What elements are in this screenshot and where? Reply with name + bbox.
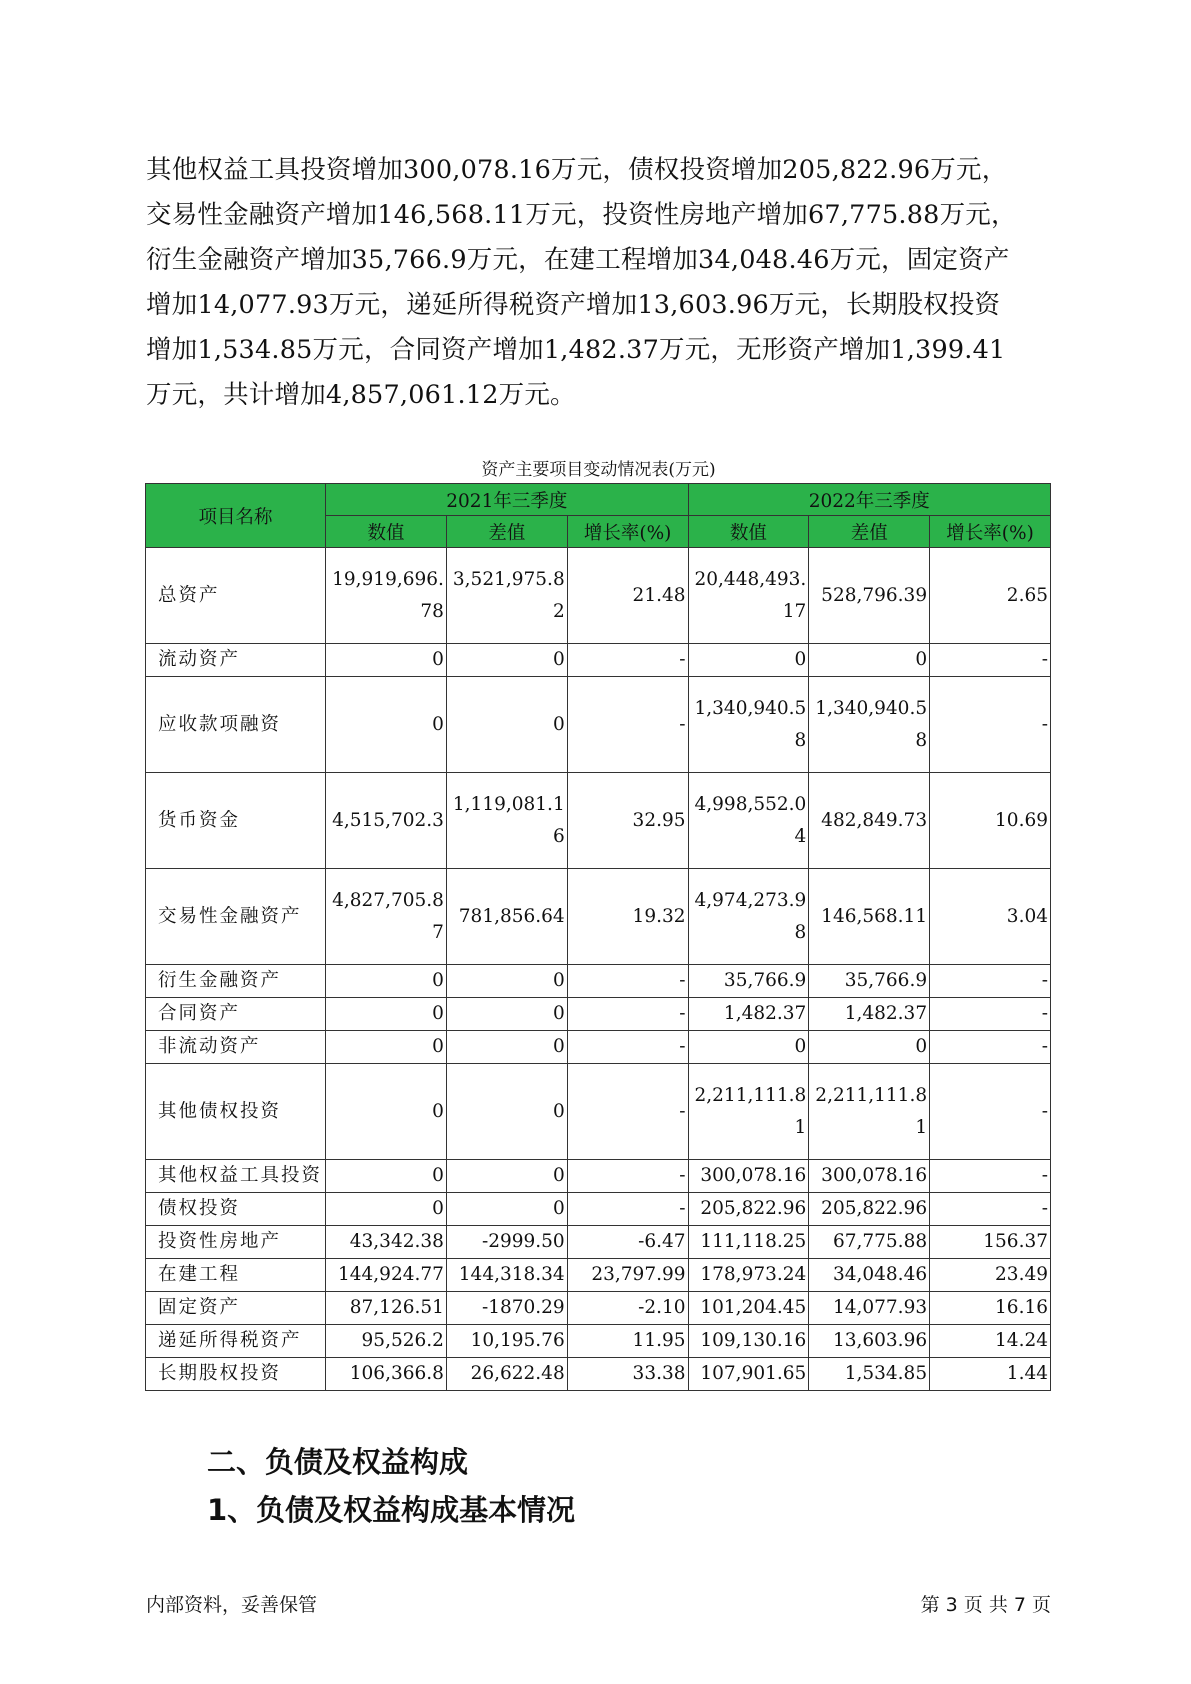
cell-v21: 95,526.2 bbox=[326, 1325, 447, 1358]
cell-v22: 1,482.37 bbox=[688, 998, 809, 1031]
cell-d21: 3,521,975.82 bbox=[446, 548, 567, 644]
cell-g22: 2.65 bbox=[930, 548, 1051, 644]
table-row bbox=[146, 1031, 1051, 1064]
cell-g21: 21.48 bbox=[567, 548, 688, 644]
cell-g22: 14.24 bbox=[930, 1325, 1051, 1358]
cell-d21: 0 bbox=[446, 1031, 567, 1064]
cell-g21: - bbox=[567, 965, 688, 998]
cell-d21: -2999.50 bbox=[446, 1226, 567, 1259]
row-item-name: 衍生金融资产 bbox=[146, 965, 326, 998]
cell-g22: 156.37 bbox=[930, 1226, 1051, 1259]
subsection-heading: 1、负债及权益构成基本情况 bbox=[207, 1493, 576, 1527]
cell-d22: 0 bbox=[809, 1031, 930, 1064]
cell-g22: - bbox=[930, 677, 1051, 773]
cell-g22: - bbox=[930, 1160, 1051, 1193]
cell-g21: 32.95 bbox=[567, 773, 688, 869]
cell-v22: 4,974,273.98 bbox=[688, 869, 809, 965]
header-diff-2021: 差值 bbox=[446, 516, 567, 548]
row-item-name: 非流动资产 bbox=[146, 1031, 326, 1064]
row-item-name: 总资产 bbox=[146, 548, 326, 644]
footer-confidential: 内部资料，妥善保管 bbox=[146, 1594, 318, 1616]
header-value-2021: 数值 bbox=[326, 516, 447, 548]
cell-g21: -6.47 bbox=[567, 1226, 688, 1259]
header-growth-2021: 增长率(%) bbox=[567, 516, 688, 548]
cell-g22: - bbox=[930, 965, 1051, 998]
table-row bbox=[146, 1064, 1051, 1160]
paragraph-line: 其他权益工具投资增加300,078.16万元，债权投资增加205,822.96万元， bbox=[146, 155, 1008, 185]
cell-v22: 107,901.65 bbox=[688, 1358, 809, 1391]
table-row bbox=[146, 1325, 1051, 1358]
cell-g21: - bbox=[567, 677, 688, 773]
cell-v21: 0 bbox=[326, 965, 447, 998]
row-item-name: 投资性房地产 bbox=[146, 1226, 326, 1259]
header-item-name: 项目名称 bbox=[146, 484, 326, 548]
asset-change-table bbox=[145, 483, 1051, 1391]
cell-d22: 1,340,940.58 bbox=[809, 677, 930, 773]
table-row bbox=[146, 1226, 1051, 1259]
cell-d22: 205,822.96 bbox=[809, 1193, 930, 1226]
table-row bbox=[146, 1358, 1051, 1391]
cell-v22: 0 bbox=[688, 644, 809, 677]
header-period-2021: 2021年三季度 bbox=[326, 484, 688, 516]
cell-g22: - bbox=[930, 1193, 1051, 1226]
cell-d22: 1,482.37 bbox=[809, 998, 930, 1031]
table-row bbox=[146, 998, 1051, 1031]
header-value-2022: 数值 bbox=[688, 516, 809, 548]
paragraph-line: 增加14,077.93万元，递延所得税资产增加13,603.96万元，长期股权投资 bbox=[146, 290, 1001, 320]
row-item-name: 债权投资 bbox=[146, 1193, 326, 1226]
table-caption: 资产主要项目变动情况表(万元) bbox=[481, 460, 716, 480]
table-row bbox=[146, 869, 1051, 965]
cell-v21: 0 bbox=[326, 1160, 447, 1193]
cell-v21: 144,924.77 bbox=[326, 1259, 447, 1292]
cell-v22: 101,204.45 bbox=[688, 1292, 809, 1325]
cell-g21: - bbox=[567, 1193, 688, 1226]
cell-v22: 109,130.16 bbox=[688, 1325, 809, 1358]
cell-v22: 111,118.25 bbox=[688, 1226, 809, 1259]
cell-v22: 178,973.24 bbox=[688, 1259, 809, 1292]
cell-v21: 4,827,705.87 bbox=[326, 869, 447, 965]
row-item-name: 在建工程 bbox=[146, 1259, 326, 1292]
cell-d22: 35,766.9 bbox=[809, 965, 930, 998]
row-item-name: 交易性金融资产 bbox=[146, 869, 326, 965]
cell-g21: 23,797.99 bbox=[567, 1259, 688, 1292]
row-item-name: 货币资金 bbox=[146, 773, 326, 869]
cell-g22: 16.16 bbox=[930, 1292, 1051, 1325]
cell-v22: 4,998,552.04 bbox=[688, 773, 809, 869]
cell-d22: 67,775.88 bbox=[809, 1226, 930, 1259]
cell-d21: 144,318.34 bbox=[446, 1259, 567, 1292]
cell-g22: 23.49 bbox=[930, 1259, 1051, 1292]
row-item-name: 其他权益工具投资 bbox=[146, 1160, 326, 1193]
cell-g21: - bbox=[567, 1160, 688, 1193]
cell-g22: - bbox=[930, 644, 1051, 677]
footer-page-number: 第 3 页 共 7 页 bbox=[920, 1594, 1051, 1616]
table-row bbox=[146, 644, 1051, 677]
cell-d22: 2,211,111.81 bbox=[809, 1064, 930, 1160]
table-row bbox=[146, 1160, 1051, 1193]
row-item-name: 流动资产 bbox=[146, 644, 326, 677]
cell-d22: 34,048.46 bbox=[809, 1259, 930, 1292]
cell-g22: - bbox=[930, 1064, 1051, 1160]
cell-v21: 43,342.38 bbox=[326, 1226, 447, 1259]
cell-g21: 11.95 bbox=[567, 1325, 688, 1358]
row-item-name: 长期股权投资 bbox=[146, 1358, 326, 1391]
paragraph-line: 衍生金融资产增加35,766.9万元，在建工程增加34,048.46万元，固定资产 bbox=[146, 245, 1010, 275]
cell-v21: 4,515,702.3 bbox=[326, 773, 447, 869]
cell-g21: 19.32 bbox=[567, 869, 688, 965]
table-row bbox=[146, 1193, 1051, 1226]
cell-v22: 20,448,493.17 bbox=[688, 548, 809, 644]
cell-d22: 0 bbox=[809, 644, 930, 677]
header-diff-2022: 差值 bbox=[809, 516, 930, 548]
cell-d21: 26,622.48 bbox=[446, 1358, 567, 1391]
cell-v21: 0 bbox=[326, 644, 447, 677]
cell-d21: 0 bbox=[446, 677, 567, 773]
cell-d21: 781,856.64 bbox=[446, 869, 567, 965]
cell-v22: 205,822.96 bbox=[688, 1193, 809, 1226]
cell-d21: 0 bbox=[446, 965, 567, 998]
row-item-name: 应收款项融资 bbox=[146, 677, 326, 773]
cell-v21: 19,919,696.78 bbox=[326, 548, 447, 644]
paragraph-line: 交易性金融资产增加146,568.11万元，投资性房地产增加67,775.88万元， bbox=[146, 200, 1017, 230]
section-heading: 二、负债及权益构成 bbox=[207, 1445, 469, 1479]
cell-v21: 87,126.51 bbox=[326, 1292, 447, 1325]
cell-g21: - bbox=[567, 1031, 688, 1064]
cell-v21: 0 bbox=[326, 998, 447, 1031]
cell-d22: 146,568.11 bbox=[809, 869, 930, 965]
table-row bbox=[146, 965, 1051, 998]
paragraph-line: 增加1,534.85万元，合同资产增加1,482.37万元，无形资产增加1,399.41 bbox=[146, 335, 1006, 365]
cell-g22: - bbox=[930, 1031, 1051, 1064]
cell-d21: 0 bbox=[446, 998, 567, 1031]
cell-v21: 0 bbox=[326, 1193, 447, 1226]
cell-v21: 106,366.8 bbox=[326, 1358, 447, 1391]
cell-d21: 10,195.76 bbox=[446, 1325, 567, 1358]
cell-g22: 10.69 bbox=[930, 773, 1051, 869]
cell-v22: 35,766.9 bbox=[688, 965, 809, 998]
cell-g21: 33.38 bbox=[567, 1358, 688, 1391]
table-row bbox=[146, 548, 1051, 644]
cell-g21: - bbox=[567, 644, 688, 677]
cell-d21: -1870.29 bbox=[446, 1292, 567, 1325]
cell-v22: 1,340,940.58 bbox=[688, 677, 809, 773]
row-item-name: 固定资产 bbox=[146, 1292, 326, 1325]
cell-g21: - bbox=[567, 1064, 688, 1160]
cell-d22: 300,078.16 bbox=[809, 1160, 930, 1193]
cell-v21: 0 bbox=[326, 1031, 447, 1064]
cell-v22: 300,078.16 bbox=[688, 1160, 809, 1193]
cell-v21: 0 bbox=[326, 677, 447, 773]
table-row bbox=[146, 1292, 1051, 1325]
cell-v22: 2,211,111.81 bbox=[688, 1064, 809, 1160]
cell-d21: 0 bbox=[446, 1064, 567, 1160]
paragraph-line: 万元，共计增加4,857,061.12万元。 bbox=[146, 380, 576, 410]
cell-g22: 1.44 bbox=[930, 1358, 1051, 1391]
cell-d21: 1,119,081.16 bbox=[446, 773, 567, 869]
cell-g21: -2.10 bbox=[567, 1292, 688, 1325]
row-item-name: 其他债权投资 bbox=[146, 1064, 326, 1160]
cell-d22: 14,077.93 bbox=[809, 1292, 930, 1325]
table-row bbox=[146, 677, 1051, 773]
cell-d21: 0 bbox=[446, 1160, 567, 1193]
table-row bbox=[146, 1259, 1051, 1292]
cell-d21: 0 bbox=[446, 1193, 567, 1226]
header-period-2022: 2022年三季度 bbox=[688, 484, 1050, 516]
cell-d21: 0 bbox=[446, 644, 567, 677]
cell-d22: 13,603.96 bbox=[809, 1325, 930, 1358]
cell-g22: 3.04 bbox=[930, 869, 1051, 965]
cell-v22: 0 bbox=[688, 1031, 809, 1064]
cell-v21: 0 bbox=[326, 1064, 447, 1160]
row-item-name: 递延所得税资产 bbox=[146, 1325, 326, 1358]
cell-d22: 528,796.39 bbox=[809, 548, 930, 644]
cell-d22: 482,849.73 bbox=[809, 773, 930, 869]
row-item-name: 合同资产 bbox=[146, 998, 326, 1031]
cell-g22: - bbox=[930, 998, 1051, 1031]
cell-g21: - bbox=[567, 998, 688, 1031]
cell-d22: 1,534.85 bbox=[809, 1358, 930, 1391]
body-paragraph bbox=[146, 148, 1051, 418]
header-growth-2022: 增长率(%) bbox=[930, 516, 1051, 548]
table-row bbox=[146, 773, 1051, 869]
table-body bbox=[146, 548, 1051, 1391]
